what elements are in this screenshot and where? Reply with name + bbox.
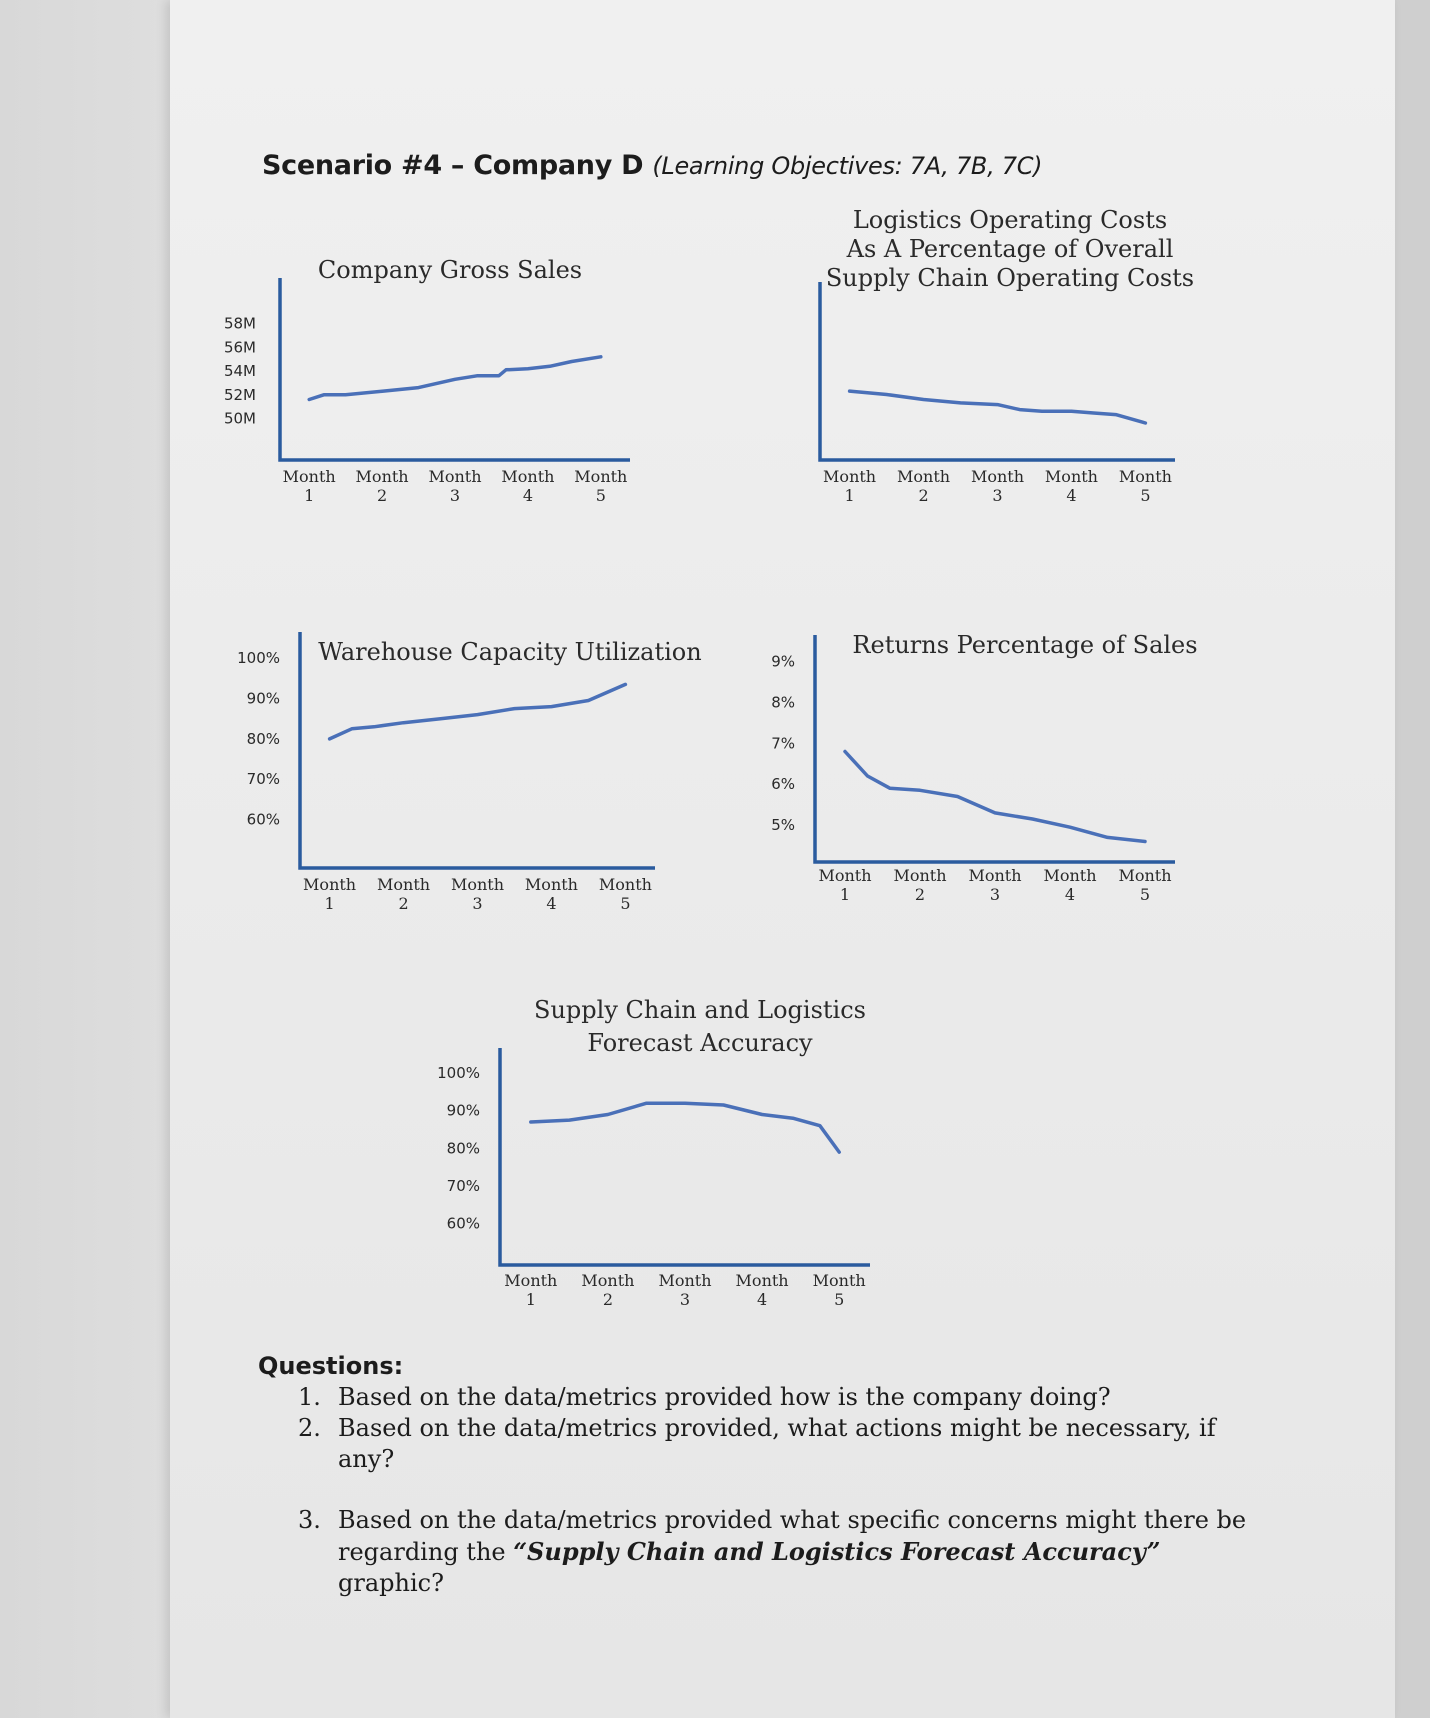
chart-title: Supply Chain and Logistics (534, 996, 866, 1024)
x-tick-label: 3 (472, 894, 483, 913)
x-tick-label: Month (893, 866, 947, 885)
y-tick-label: 90% (246, 689, 280, 708)
y-tick-label: 8% (771, 693, 795, 712)
x-tick-label: Month (812, 1271, 866, 1290)
question-text-part: Based on the data/metrics provided what specific concerns might there be regarding the (338, 1506, 1247, 1566)
y-tick-label: 70% (246, 770, 280, 789)
x-tick-label: Month (658, 1271, 712, 1290)
chart-title: Company Gross Sales (317, 256, 583, 284)
scenario-title: Scenario #4 – Company D (262, 150, 644, 181)
question-2 (298, 1413, 1258, 1475)
x-tick-label: 5 (1140, 486, 1151, 505)
x-tick-label: 3 (679, 1290, 691, 1309)
x-tick-label: Month (282, 467, 336, 486)
chart-forecast-accuracy (420, 990, 900, 1320)
chart-axes (300, 632, 655, 868)
x-tick-label: 2 (398, 894, 409, 913)
x-tick-label: 1 (304, 486, 315, 505)
chart-title: As A Percentage of Overall (846, 235, 1174, 263)
x-tick-label: Month (524, 875, 578, 894)
question-text (338, 1505, 1258, 1599)
x-tick-label: Month (501, 467, 555, 486)
chart-logistics-operating-costs (780, 200, 1230, 570)
x-tick-label: 5 (620, 894, 631, 913)
y-tick-label: 50M (223, 409, 256, 428)
question-number: 2. (298, 1414, 321, 1442)
x-tick-label: 1 (525, 1290, 536, 1309)
y-tick-label: 80% (246, 729, 280, 748)
y-tick-label: 56M (223, 338, 256, 357)
x-tick-label: 2 (602, 1290, 614, 1309)
x-tick-label: 2 (376, 486, 388, 505)
x-tick-label: 5 (595, 486, 606, 505)
question-text: Based on the data/metrics provided, what actions might be necessary, if any? (338, 1414, 1216, 1473)
x-tick-label: 4 (546, 894, 557, 913)
y-tick-label: 7% (771, 734, 795, 753)
x-tick-label: Month (504, 1271, 558, 1290)
y-tick-label: 58M (223, 314, 256, 333)
y-tick-label: 90% (446, 1101, 480, 1120)
x-tick-label: Month (735, 1271, 789, 1290)
x-tick-label: 1 (324, 894, 335, 913)
spacer (258, 1475, 1258, 1505)
x-tick-label: Month (897, 467, 951, 486)
x-tick-label: Month (823, 467, 877, 486)
x-tick-label: 3 (449, 486, 461, 505)
chart-title: Supply Chain Operating Costs (825, 264, 1195, 292)
x-tick-label: Month (377, 875, 431, 894)
y-tick-label: 80% (446, 1139, 480, 1158)
x-tick-label: 3 (992, 486, 1003, 505)
x-tick-label: 2 (918, 486, 929, 505)
y-tick-label: 100% (237, 649, 280, 668)
question-3 (298, 1505, 1258, 1599)
y-tick-label: 5% (771, 816, 795, 835)
y-tick-label: 52M (223, 385, 256, 404)
chart-axes (500, 1048, 870, 1265)
x-tick-label: 5 (834, 1290, 845, 1309)
x-tick-label: 2 (914, 885, 926, 904)
scenario-heading (262, 150, 1042, 181)
x-tick-label: 4 (756, 1290, 768, 1309)
x-tick-label: Month (1044, 467, 1098, 486)
chart-axes (815, 635, 1175, 862)
questions-heading: Questions: (258, 1352, 404, 1380)
x-tick-label: Month (970, 467, 1025, 486)
series-line (531, 1103, 839, 1152)
series-line (845, 752, 1145, 842)
series-line (330, 684, 626, 739)
x-tick-label: Month (303, 875, 357, 894)
question-number: 3. (298, 1506, 321, 1534)
chart-company-gross-sales (220, 250, 700, 570)
x-tick-label: 4 (1064, 885, 1076, 904)
series-line (850, 391, 1146, 423)
series-line (309, 357, 601, 400)
y-tick-label: 70% (446, 1176, 480, 1195)
questions-section (258, 1352, 1258, 1599)
x-tick-label: Month (428, 467, 482, 486)
y-tick-label: 54M (223, 362, 256, 381)
chart-axes (820, 282, 1175, 460)
question-1 (298, 1382, 1258, 1413)
learning-objectives: (Learning Objectives: 7A, 7B, 7C) (652, 152, 1043, 180)
x-tick-label: Month (1043, 866, 1097, 885)
x-tick-label: 5 (1139, 885, 1151, 904)
chart-axes (280, 278, 630, 460)
x-tick-label: 3 (989, 885, 1001, 904)
x-tick-label: Month (968, 866, 1022, 885)
y-tick-label: 60% (246, 810, 280, 829)
chart-returns-percentage-of-sales (755, 625, 1230, 925)
x-tick-label: Month (1118, 467, 1172, 486)
y-tick-label: 60% (446, 1214, 480, 1233)
x-tick-label: Month (450, 875, 505, 894)
x-tick-label: 4 (1066, 486, 1077, 505)
x-tick-label: 1 (839, 885, 851, 904)
x-tick-label: 1 (844, 486, 855, 505)
chart-title: Logistics Operating Costs (852, 206, 1168, 234)
y-tick-label: 100% (437, 1064, 480, 1083)
question-text-part: graphic? (338, 1569, 444, 1597)
question-number: 1. (298, 1383, 321, 1411)
y-tick-label: 6% (771, 775, 795, 794)
chart-warehouse-capacity-utilization (220, 630, 700, 930)
question-emphasis: “Supply Chain and Logistics Forecast Accuracy” (513, 1537, 1161, 1566)
desk-edge (0, 0, 170, 1718)
x-tick-label: Month (574, 467, 628, 486)
x-tick-label: Month (1118, 866, 1172, 885)
x-tick-label: 4 (522, 486, 534, 505)
chart-title: Warehouse Capacity Utilization (318, 638, 702, 666)
x-tick-label: Month (598, 875, 652, 894)
question-text: Based on the data/metrics provided how is the company doing? (338, 1383, 1111, 1411)
chart-title: Returns Percentage of Sales (852, 631, 1198, 659)
y-tick-label: 9% (771, 652, 795, 671)
x-tick-label: Month (355, 467, 409, 486)
x-tick-label: Month (581, 1271, 635, 1290)
chart-title: Forecast Accuracy (587, 1029, 813, 1057)
x-tick-label: Month (818, 866, 872, 885)
